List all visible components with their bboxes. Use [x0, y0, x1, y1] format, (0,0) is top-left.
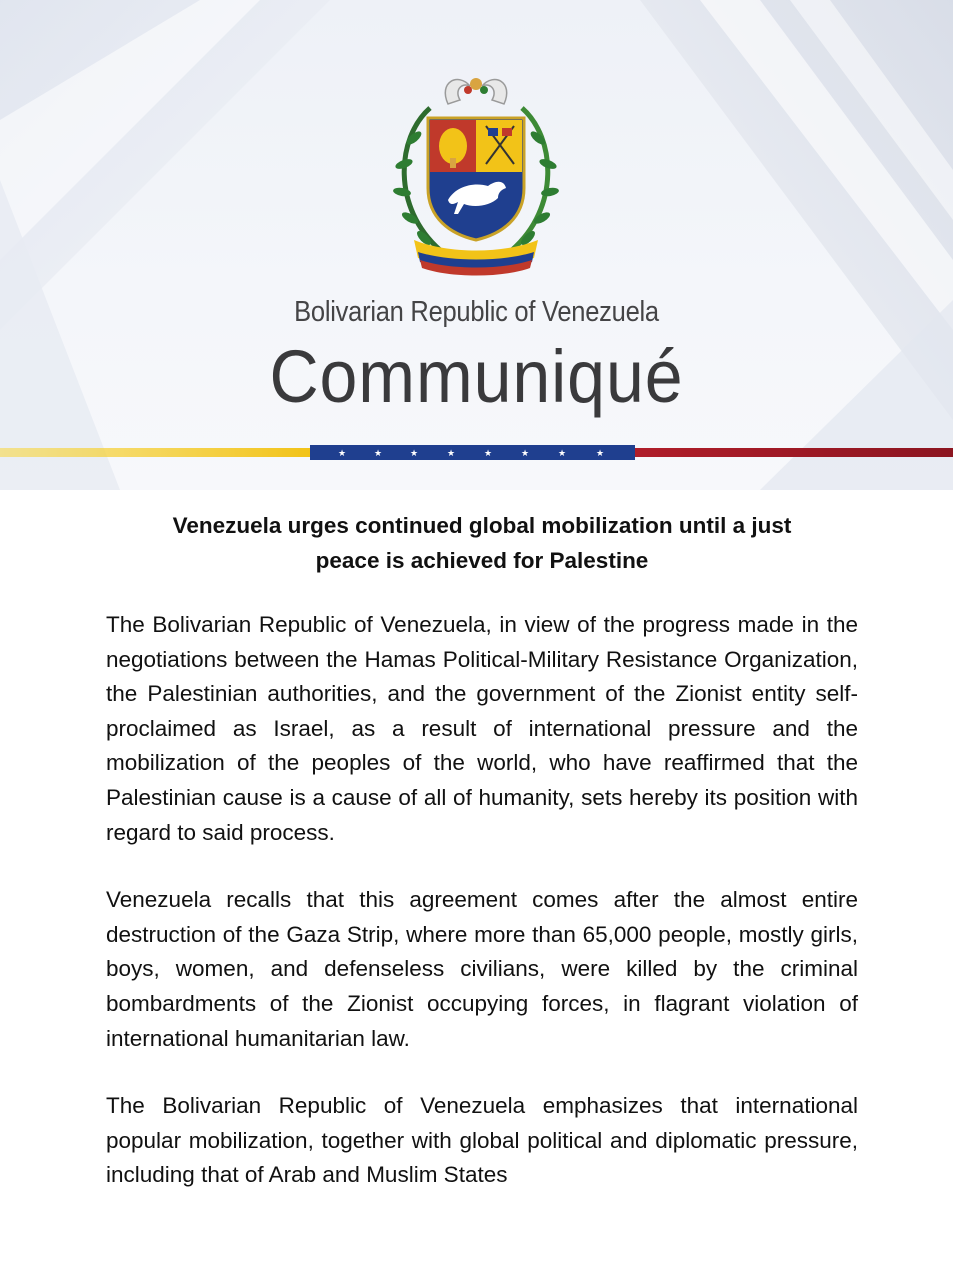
- svg-text:★: ★: [483, 449, 493, 459]
- svg-text:★: ★: [520, 449, 530, 459]
- paragraph-3: The Bolivarian Republic of Venezuela emphasizes that international popular mobilization, together with global political and diplomatic pressure, including that of Arab and Muslim States: [106, 1093, 858, 1188]
- flag-color-bar: [0, 445, 953, 461]
- headline-line-2: peace is achieved for Palestine: [315, 548, 649, 573]
- headline-line-1: Venezuela urges continued global mobilization until a just: [172, 513, 792, 538]
- paragraph-2: Venezuela recalls that this agreement comes after the almost entire destruction of the Gaza Strip, where more than 65,000 people, mostly girls, boys, women, and defenseless civilians, were killed by the criminal bombardments of the Zionist occupying forces, in flagrant violation of international humanitarian law.: [106, 887, 858, 1051]
- paragraph-1: The Bolivarian Republic of Venezuela, in view of the progress made in the negotiations between the Hamas Political-Military Resistance Organization, the Palestinian authorities, and the government of the Zionist entity self-proclaimed as Israel, as a result of international pressure and the mobilization of the peoples of the world, who have reaffirmed that the Palestinian cause is a cause of all of humanity, sets hereby its position with regard to said process.: [106, 612, 858, 845]
- venezuela-coat-of-arms-icon: [378, 68, 574, 280]
- communique-body: [106, 508, 858, 1226]
- headline: [106, 508, 858, 578]
- svg-text:★: ★: [557, 449, 567, 459]
- svg-text:★: ★: [373, 449, 383, 459]
- svg-text:★: ★: [337, 449, 347, 459]
- document-title: Communiqué: [269, 335, 684, 418]
- svg-text:★: ★: [595, 449, 605, 459]
- country-name: Bolivarian Republic of Venezuela: [294, 296, 659, 328]
- communique-header: [0, 0, 953, 490]
- svg-text:★: ★: [446, 449, 456, 459]
- svg-text:★: ★: [409, 449, 419, 459]
